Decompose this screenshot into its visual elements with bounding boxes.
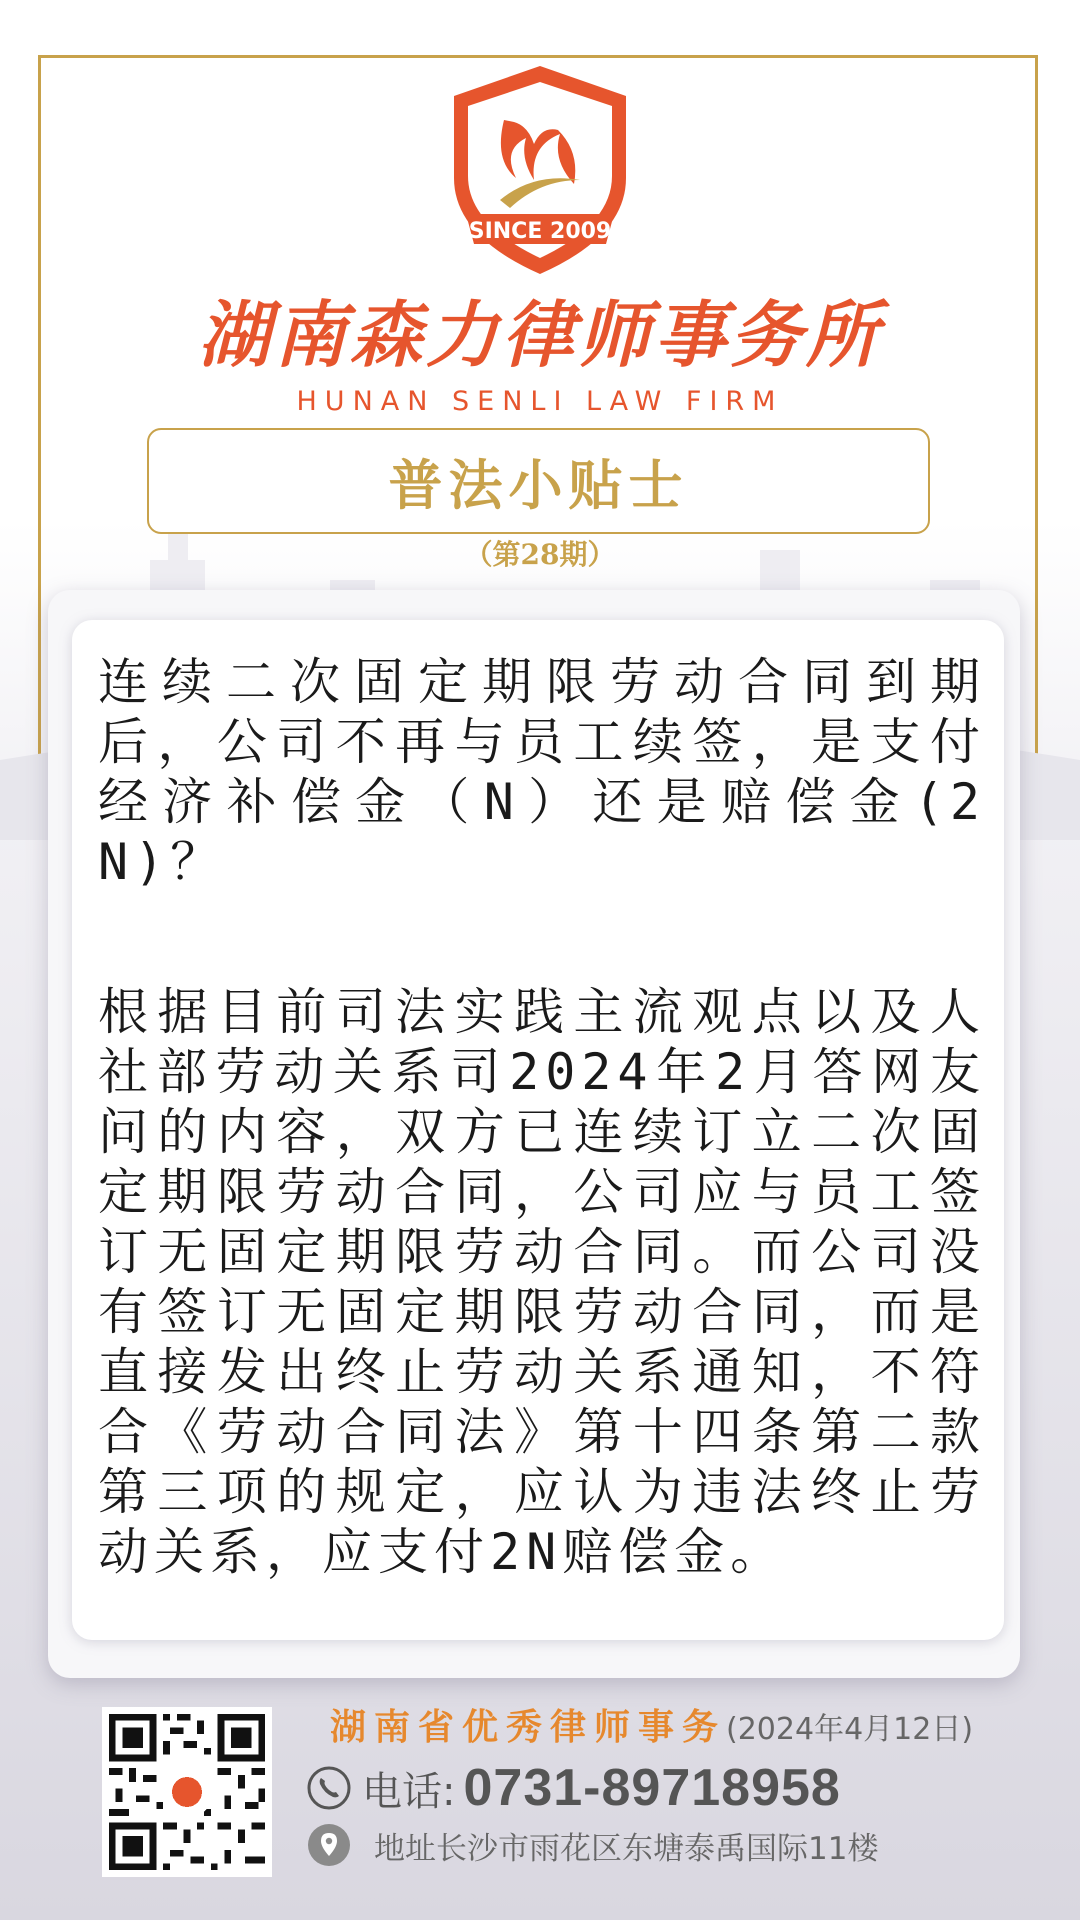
question-text: 连续二次固定期限劳动合同到期后，公司不再与员工续签，是支付经济补偿金（N）还是赔偿金(2N)？ xyxy=(98,653,986,891)
firm-name-cn: 湖南森力律师事务所 xyxy=(197,292,882,377)
firm-name-en: HUNAN SENLI LAW FIRM xyxy=(296,386,784,417)
phone-icon xyxy=(306,1765,352,1811)
slogan-text: 湖南省优秀律师事务 xyxy=(330,1707,727,1748)
footer-phone xyxy=(306,1756,841,1820)
paragraph-gap xyxy=(98,892,986,982)
footer-address xyxy=(306,1820,878,1870)
article-content xyxy=(98,652,986,1582)
address-text: 地址长沙市雨花区东塘泰禹国际11楼 xyxy=(374,1830,879,1867)
answer-text: 根据目前司法实践主流观点以及人社部劳动关系司2024年2月答网友问的内容，双方已连续订立二次固定期限劳动合同，公司应与员工签订无固定期限劳动合同。而公司没有签订无固定期限劳动合同，而是直接发出终止劳动关系通知，不符合《劳动合同法》第十四条第二款第三项的规定，应认为违法终止劳动关系，应支付2N赔偿金。 xyxy=(98,983,986,1581)
title-box xyxy=(147,428,930,534)
logo-text: SINCE 2009 xyxy=(468,219,612,244)
phone-number[interactable]: 0731-89718958 xyxy=(463,1759,841,1817)
firm-logo xyxy=(430,60,650,280)
slogan-date: (2024年4月12日) xyxy=(726,1712,974,1747)
qr-code[interactable] xyxy=(102,1707,272,1877)
issue-number: （第28期） xyxy=(464,538,616,571)
phone-label: 电话: xyxy=(362,1768,456,1815)
location-pin-icon xyxy=(306,1822,352,1868)
page-title: 普法小贴士 xyxy=(388,452,689,517)
footer-slogan xyxy=(330,1704,1070,1758)
